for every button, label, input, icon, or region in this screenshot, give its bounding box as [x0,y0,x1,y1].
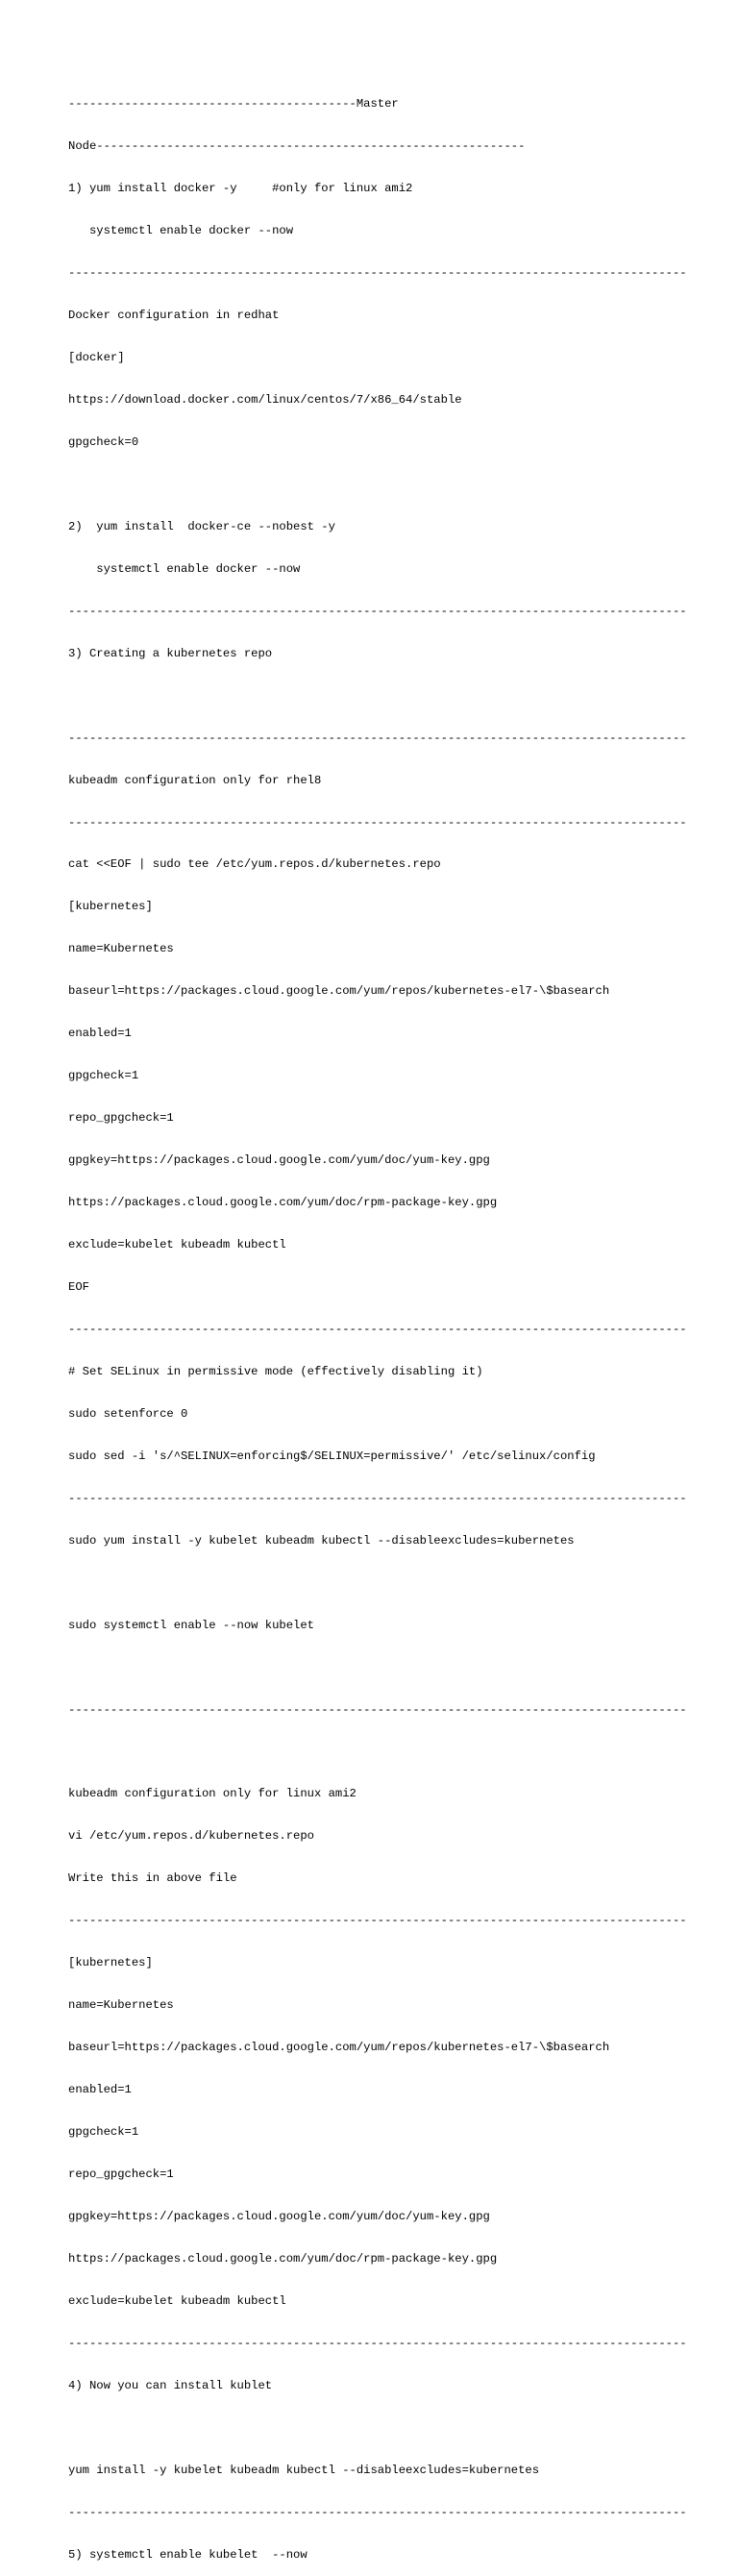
separator-line: ---------------------------------------------------------------------------------------- [68,604,687,618]
code-line: repo_gpgcheck=1 [68,2167,174,2182]
code-line: yum install -y kubelet kubeadm kubectl --disableexcludes=kubernetes [68,2463,540,2477]
code-line: exclude=kubelet kubeadm kubectl [68,1238,286,1252]
code-line: sudo sed -i 's/^SELINUX=enforcing$/SELINUX=permissive/' /etc/selinux/config [68,1449,596,1463]
code-line: EOF [68,1280,89,1294]
docker-config-heading: Docker configuration in redhat [68,309,280,323]
instruction-line: Write this in above file [68,1871,237,1886]
step-5-enable-kubelet: 5) systemctl enable kubelet --now [68,2547,308,2562]
blank-line [68,1661,731,1675]
separator-line: ---------------------------------------------------------------------------------------- [68,1914,687,1928]
code-line: sudo systemctl enable --now kubelet [68,1618,314,1632]
separator-line: ---------------------------------------------------------------------------------------- [68,1322,687,1336]
code-line: gpgcheck=1 [68,1069,139,1083]
code-line: https://packages.cloud.google.com/yum/doc/rpm-package-key.gpg [68,1196,498,1210]
ami2-config-heading: kubeadm configuration only for linux ami2 [68,1787,357,1801]
blank-line [68,2421,731,2436]
separator-line: ---------------------------------------------------------------------------------------- [68,2336,687,2350]
step-1-install-docker: 1) yum install docker -y #only for linux ami2 [68,182,413,196]
separator-line: ---------------------------------------------------------------------------------------- [68,815,687,830]
separator-line: ---------------------------------------------------------------------------------------- [68,2505,687,2519]
code-line: baseurl=https://packages.cloud.google.com/yum/repos/kubernetes-el7-\$basearch [68,984,610,999]
code-line: enabled=1 [68,2083,132,2097]
code-line: name=Kubernetes [68,1998,174,2013]
step-1-enable-docker: systemctl enable docker --now [68,224,294,238]
separator-line: ---------------------------------------------------------------------------------------- [68,1702,687,1717]
code-line: [kubernetes] [68,1956,153,1970]
document-body [68,69,731,2576]
code-line: [kubernetes] [68,900,153,914]
separator-line: ---------------------------------------------------------------------------------------- [68,266,687,281]
blank-line [68,478,731,492]
separator-line: ---------------------------------------------------------------------------------------- [68,1491,687,1505]
code-line: gpgkey=https://packages.cloud.google.com/yum/doc/yum-key.gpg [68,1153,490,1168]
step-4-install-kubelet: 4) Now you can install kublet [68,2378,273,2392]
code-line: enabled=1 [68,1027,132,1041]
code-line: sudo setenforce 0 [68,1406,188,1421]
step-3-kubernetes-repo: 3) Creating a kubernetes repo [68,646,273,660]
code-line: exclude=kubelet kubeadm kubectl [68,2293,286,2308]
code-line: baseurl=https://packages.cloud.google.com/yum/repos/kubernetes-el7-\$basearch [68,2041,610,2055]
code-line: sudo yum install -y kubelet kubeadm kubectl --disableexcludes=kubernetes [68,1533,575,1548]
code-line: https://packages.cloud.google.com/yum/doc/rpm-package-key.gpg [68,2251,498,2266]
code-line: repo_gpgcheck=1 [68,1111,174,1126]
master-node-heading-continued: Node------------------------------------------------------------- [68,139,526,154]
code-line: cat <<EOF | sudo tee /etc/yum.repos.d/kubernetes.repo [68,857,441,872]
selinux-comment: # Set SELinux in permissive mode (effectively disabling it) [68,1364,483,1378]
master-node-heading: -----------------------------------------Master [68,97,399,111]
rhel8-config-heading: kubeadm configuration only for rhel8 [68,773,322,787]
step-2-install-docker-ce: 2) yum install docker-ce --nobest -y [68,519,335,533]
docker-repo-gpgcheck: gpgcheck=0 [68,434,139,449]
step-2-enable-docker: systemctl enable docker --now [68,561,301,576]
blank-line [68,1576,731,1591]
docker-repo-url: https://download.docker.com/linux/centos/7/x86_64/stable [68,392,462,407]
code-line: name=Kubernetes [68,942,174,956]
blank-line [68,1745,731,1759]
code-line: gpgkey=https://packages.cloud.google.com/yum/doc/yum-key.gpg [68,2209,490,2223]
separator-line: ---------------------------------------------------------------------------------------- [68,731,687,745]
code-line: vi /etc/yum.repos.d/kubernetes.repo [68,1829,314,1844]
code-line: gpgcheck=1 [68,2125,139,2140]
docker-repo-section: [docker] [68,351,125,365]
blank-line [68,689,731,704]
